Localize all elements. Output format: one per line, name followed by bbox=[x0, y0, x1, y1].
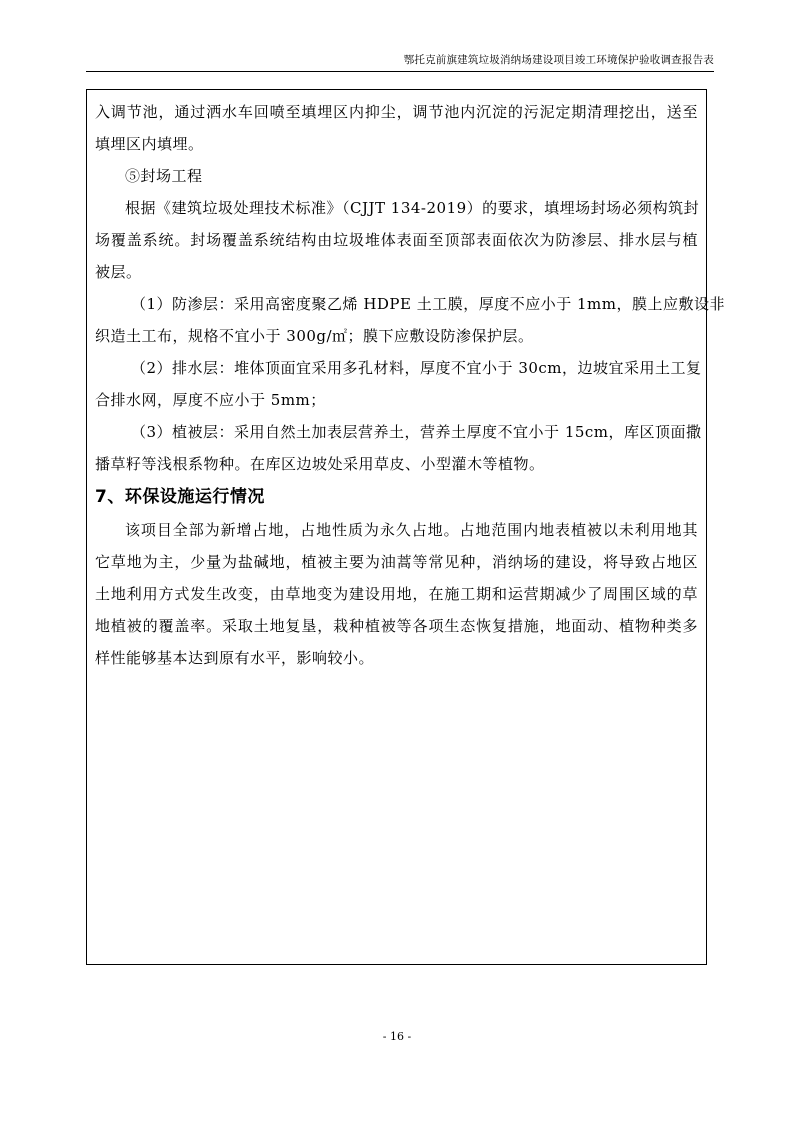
paragraph-line: （1）防渗层：采用高密度聚乙烯 HDPE 土工膜，厚度不应小于 1mm，膜上应敷设非 bbox=[131, 295, 725, 313]
header-divider bbox=[86, 71, 714, 72]
paragraph-line: 被层。 bbox=[95, 263, 142, 281]
paragraph-line: 根据《建筑垃圾处理技术标准》（CJJT 134-2019）的要求，填埋场封场必须构筑封 bbox=[125, 199, 700, 217]
paragraph-line: 织造土工布，规格不宜小于 300g/㎡；膜下应敷设防渗保护层。 bbox=[95, 327, 534, 345]
report-header-title: 鄂托克前旗建筑垃圾消纳场建设项目竣工环境保护验收调查报告表 bbox=[403, 54, 714, 66]
section-heading: 7、环保设施运行情况 bbox=[95, 487, 265, 507]
content-frame bbox=[86, 89, 725, 965]
paragraph-line: 地植被的覆盖率。采取土地复垦，栽种植被等各项生态恢复措施，地面动、植物种类多 bbox=[95, 617, 698, 635]
paragraph-line: 场覆盖系统。封场覆盖系统结构由垃圾堆体表面至顶部表面依次为防渗层、排水层与植 bbox=[95, 231, 698, 249]
paragraph-line: 合排水网，厚度不应小于 5mm； bbox=[95, 391, 326, 409]
paragraph-line: 土地利用方式发生改变，由草地变为建设用地，在施工期和运营期减少了周围区域的草 bbox=[95, 585, 698, 603]
page-number: - 16 - bbox=[382, 1030, 412, 1043]
paragraph-line: 入调节池，通过洒水车回喷至填埋区内抑尘，调节池内沉淀的污泥定期清理挖出，送至 bbox=[95, 103, 698, 121]
paragraph-line: 它草地为主，少量为盐碱地，植被主要为油蒿等常见种，消纳场的建设，将导致占地区 bbox=[95, 553, 698, 571]
subsection-heading: ⑤封场工程 bbox=[125, 167, 203, 185]
paragraph-line: （2）排水层：堆体顶面宜采用多孔材料，厚度不宜小于 30cm，边坡宜采用土工复 bbox=[131, 359, 702, 377]
paragraph-line: 样性能够基本达到原有水平，影响较小。 bbox=[95, 649, 375, 667]
paragraph-line: （3）植被层：采用自然土加表层营养土，营养土厚度不宜小于 15cm，库区顶面撒 bbox=[131, 423, 702, 441]
paragraph-line: 填埋区内填埋。 bbox=[95, 135, 204, 153]
paragraph-line: 播草籽等浅根系物种。在库区边坡处采用草皮、小型灌木等植物。 bbox=[95, 455, 545, 473]
paragraph-line: 该项目全部为新增占地，占地性质为永久占地。占地范围内地表植被以未利用地其 bbox=[125, 521, 698, 539]
